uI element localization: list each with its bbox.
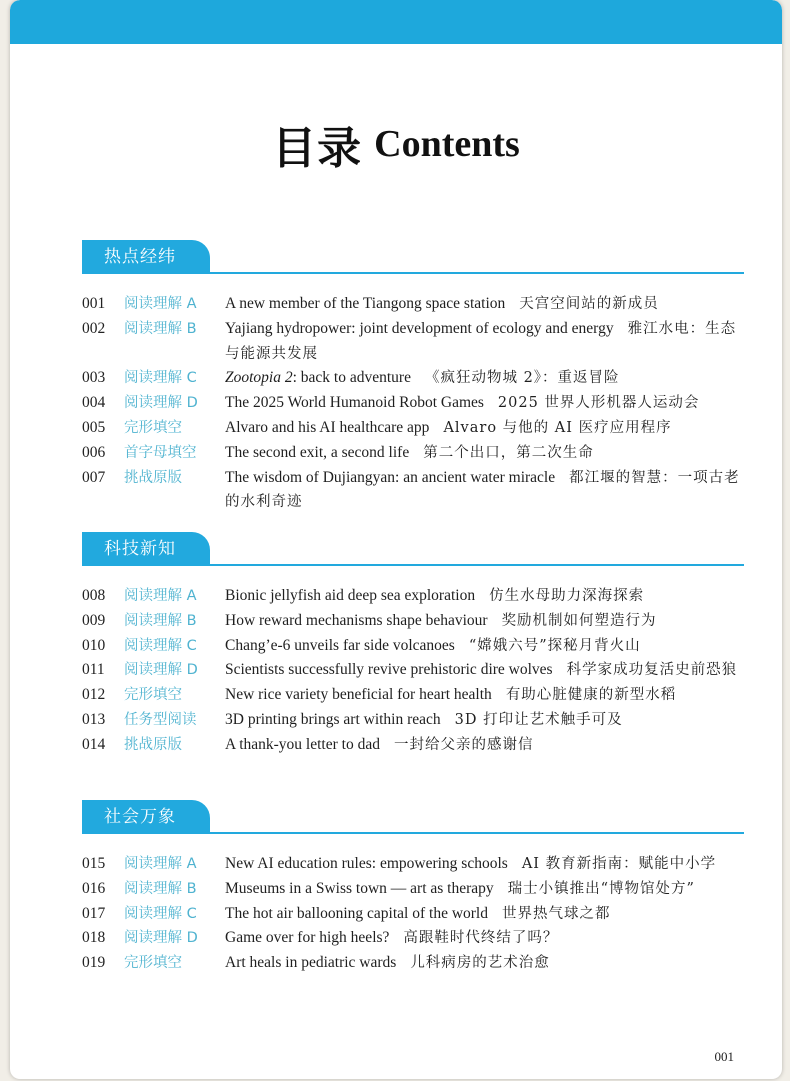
entry-category: 阅读理解 D (124, 395, 198, 412)
section-header (82, 800, 744, 834)
entry-category: 挑战原版 (124, 469, 182, 486)
entry-number: 001 (82, 295, 106, 312)
toc-entry[interactable] (82, 634, 744, 659)
entry-title-zh: 瑞士小镇推出“博物馆处方” (507, 880, 695, 897)
page-title (10, 112, 782, 176)
page-number: 001 (714, 1049, 734, 1064)
document-page (10, 0, 782, 1079)
section-society (82, 800, 744, 976)
entry-category: 阅读理解 A (124, 856, 197, 872)
toc-list (82, 292, 744, 515)
toc-list (82, 852, 744, 976)
entry-title-zh: 科学家成功复活史前恐狼 (566, 662, 738, 679)
toc-entry[interactable] (82, 658, 744, 683)
entry-number: 008 (82, 587, 106, 604)
entry-title-en: : back to adventure (292, 369, 411, 387)
entry-title-zh: 天宫空间站的新成员 (519, 296, 659, 312)
section-divider (210, 832, 744, 834)
toc-entry[interactable] (82, 733, 744, 758)
entry-title-en: Alvaro and his AI healthcare app (225, 418, 430, 436)
entry-title-en: Art heals in pediatric wards (225, 954, 397, 972)
entry-title-zh: 3D 打印让艺术触手可及 (454, 711, 623, 728)
entry-category: 阅读理解 C (124, 637, 197, 654)
section-science (82, 532, 744, 758)
entry-title-en: The wisdom of Dujiangyan: an ancient water miracle (225, 468, 556, 486)
entry-title-en: The 2025 World Humanoid Robot Games (225, 394, 484, 412)
entry-number: 012 (82, 686, 106, 704)
entry-number: 013 (82, 710, 106, 728)
toc-entry[interactable] (82, 902, 744, 927)
entry-category: 阅读理解 B (124, 880, 197, 897)
entry-title-en: Museums in a Swiss town — art as therapy (225, 879, 494, 897)
entry-title-en: A new member of the Tiangong space station (225, 295, 506, 312)
entry-title-zh: 仿生水母助力深海探索 (489, 588, 645, 604)
top-banner (10, 0, 782, 44)
entry-title-en: Chang’e-6 unveils far side volcanoes (225, 636, 455, 654)
entry-category: 阅读理解 A (124, 296, 197, 312)
toc-entry[interactable] (82, 441, 744, 466)
toc-entry[interactable] (82, 416, 744, 441)
toc-entry[interactable] (82, 708, 744, 733)
section-tab: 热点经纬 (82, 240, 210, 274)
entry-title-en: The hot air ballooning capital of the world (225, 904, 488, 922)
entry-number: 010 (82, 636, 106, 654)
entry-number: 004 (82, 394, 106, 412)
toc-entry[interactable] (82, 292, 744, 317)
entry-category: 完形填空 (124, 955, 182, 972)
section-tab: 科技新知 (82, 532, 210, 566)
entry-category: 阅读理解 C (124, 370, 197, 387)
entry-title-en: Yajiang hydropower: joint development of ecology and energy (225, 319, 614, 337)
entry-title-en: 3D printing brings art within reach (225, 710, 441, 728)
entry-number: 011 (82, 661, 105, 679)
toc-entry[interactable] (82, 683, 744, 708)
entry-title-zh: “嫦娥六号”探秘月背火山 (468, 637, 641, 654)
entry-title-en: New AI education rules: empowering schools (225, 855, 508, 872)
entry-category: 阅读理解 A (124, 588, 197, 604)
toc-entry[interactable] (82, 466, 744, 516)
toc-entry[interactable] (82, 317, 744, 367)
toc-entry[interactable] (82, 877, 744, 902)
entry-category: 阅读理解 B (124, 320, 197, 337)
entry-title-zh: 2025 世界人形机器人运动会 (497, 395, 700, 412)
entry-title-en: Bionic jellyfish aid deep sea exploration (225, 587, 476, 604)
entry-category: 完形填空 (124, 419, 182, 436)
entry-category: 阅读理解 D (124, 930, 198, 947)
section-header (82, 532, 744, 566)
toc-entry[interactable] (82, 391, 744, 416)
toc-list (82, 584, 744, 758)
entry-title-zh: 高跟鞋时代终结了吗？ (403, 930, 559, 947)
entry-title-zh: 一封给父亲的感谢信 (393, 736, 534, 753)
entry-number: 002 (82, 319, 106, 337)
entry-title-en-italic: Zootopia 2 (225, 369, 293, 387)
toc-entry[interactable] (82, 366, 744, 391)
entry-title-zh: Alvaro 与他的 AI 医疗应用程序 (443, 419, 672, 436)
entry-title-zh: 都江堰的智慧：一项古老的水利奇迹 (225, 469, 740, 511)
entry-title-en: Game over for high heels? (225, 929, 390, 947)
entry-title-zh: AI 教育新指南：赋能中小学 (521, 856, 717, 872)
section-divider (210, 564, 744, 566)
entry-category: 阅读理解 C (124, 905, 197, 922)
title-chinese: 目录 (272, 123, 363, 174)
section-tab: 社会万象 (82, 800, 210, 834)
entry-title-zh: 第二个出口，第二次生命 (423, 444, 594, 461)
section-hotspot (82, 240, 744, 515)
title-english: Contents (374, 123, 520, 165)
entry-title-zh: 世界热气球之都 (502, 905, 611, 922)
toc-entry[interactable] (82, 584, 744, 609)
entry-number: 018 (82, 929, 106, 947)
entry-category: 首字母填空 (124, 444, 197, 461)
toc-entry[interactable] (82, 951, 744, 976)
entry-number: 017 (82, 904, 106, 922)
section-divider (210, 272, 744, 274)
entry-title-en: Scientists successfully revive prehistoric dire wolves (225, 661, 553, 679)
entry-number: 003 (82, 369, 106, 387)
entry-number: 015 (82, 855, 106, 872)
entry-title-en: New rice variety beneficial for heart health (225, 686, 492, 704)
entry-number: 007 (82, 468, 106, 486)
entry-category: 阅读理解 D (124, 662, 198, 679)
entry-title-zh: 《疯狂动物城 2》：重返冒险 (424, 370, 620, 387)
entry-title-zh: 奖励机制如何塑造行为 (501, 612, 657, 629)
entry-number: 014 (82, 735, 106, 753)
entry-title-en: The second exit, a second life (225, 443, 410, 461)
entry-number: 016 (82, 879, 106, 897)
toc-entry[interactable] (82, 609, 744, 634)
entry-number: 005 (82, 418, 106, 436)
entry-number: 006 (82, 443, 106, 461)
entry-title-zh: 有助心脏健康的新型水稻 (505, 687, 677, 704)
entry-category: 完形填空 (124, 687, 182, 704)
entry-category: 阅读理解 B (124, 612, 197, 629)
entry-title-en: A thank-you letter to dad (225, 735, 380, 753)
entry-title-en: How reward mechanisms shape behaviour (225, 611, 488, 629)
entry-category: 挑战原版 (124, 736, 182, 753)
entry-number: 009 (82, 611, 106, 629)
entry-title-zh: 儿科病房的艺术治愈 (410, 955, 550, 972)
entry-category: 任务型阅读 (124, 711, 197, 728)
entry-number: 019 (82, 954, 106, 972)
entry-title-zh: 雅江水电：生态与能源共发展 (225, 320, 737, 362)
toc-entry[interactable] (82, 926, 744, 951)
section-header (82, 240, 744, 274)
toc-entry[interactable] (82, 852, 744, 877)
